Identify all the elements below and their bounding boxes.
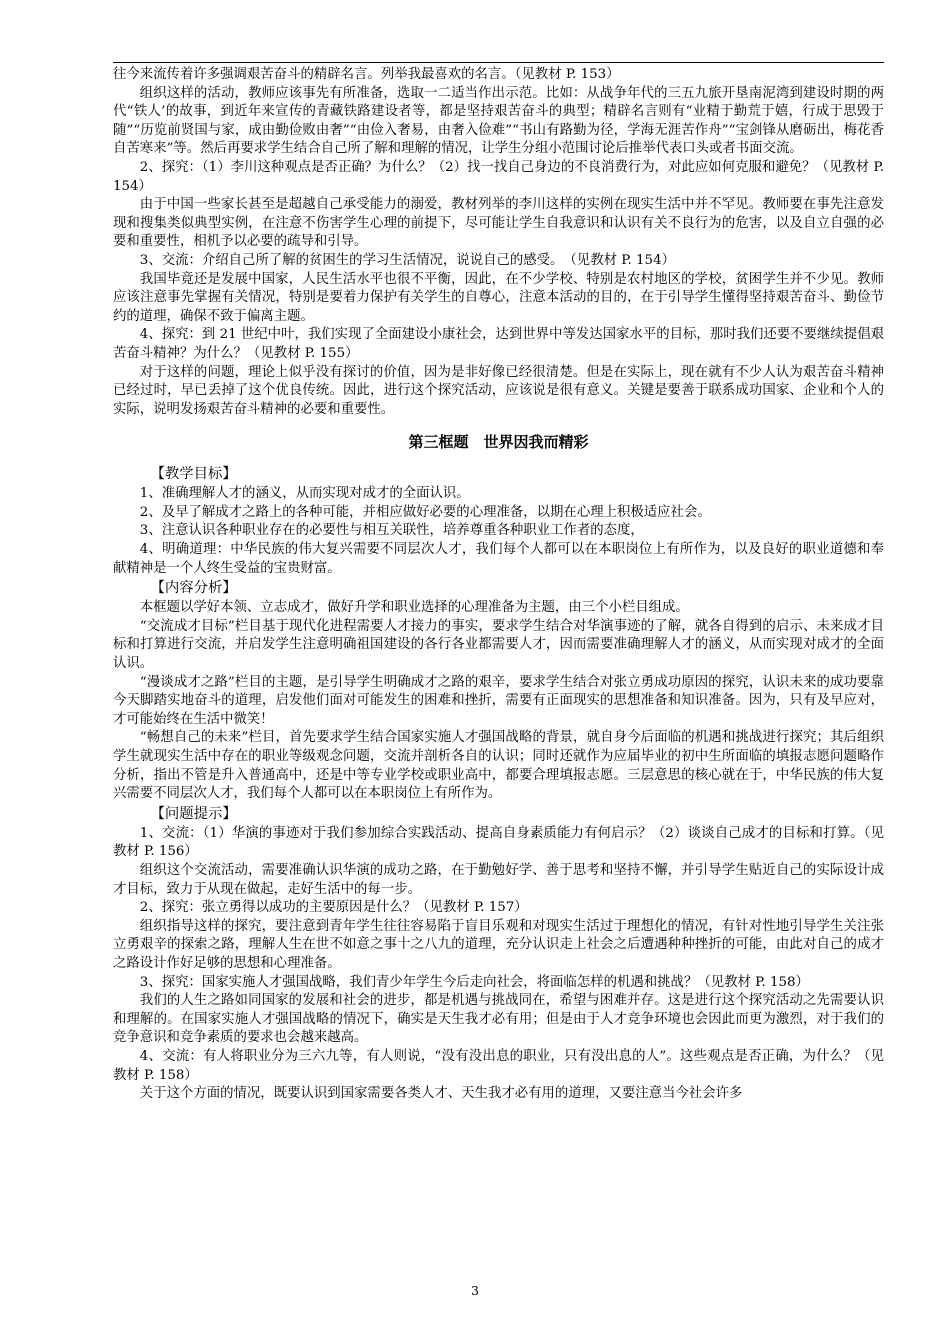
hint-paragraph: 4、交流：有人将职业分为三六九等，有人则说，“没有没出息的职业，只有没出息的人”。这些观点是否正确，为什么？（见教材 P. 158） (113, 1048, 884, 1083)
paragraph: 3、交流：介绍自己所了解的贫困生的学习生活情况，说说自己的感受。 （见教材 P. 154） (139, 252, 675, 268)
section-title: 第三框题 世界因我而精彩 (408, 433, 589, 452)
analysis-paragraph: “漫谈成才之路”栏目的主题，是引导学生明确成才之路的艰辛，要求学生结合对张立勇成功原因的探究，认识未来的成功要靠今天脚踏实地奋斗的道理，启发他们面对可能发生的困难和挫折，需要有正面现实的思想准备和知识准备。因为，只有及早应对，才可能始终在生活中微笑！ (113, 674, 884, 727)
paragraph: 我国毕竟还是发展中国家，人民生活水平也很不平衡，因此，在不少学校、特别是农村地区的学校，贫困学生并不少见。教师应该注意事先掌握有关情况，特别是要着力保护有关学生的自尊心，注意本活动的目的，在于引导学生懂得坚持艰苦奋斗、勤俭节约的道理，确保不致于偏离主题。 (113, 271, 884, 324)
page-number: 3 (471, 1283, 479, 1298)
hint-paragraph: 关于这个方面的情况，既要认识到国家需要各类人才、天生我才必有用的道理，又要注意当今社会许多 (139, 1086, 743, 1102)
hint-paragraph: 1、交流：（1）华演的事迹对于我们参加综合实践活动、提高自身素质能力有何启示？（2）谈谈自己成才的目标和打算。（见教材 P. 156） (113, 825, 884, 860)
analysis-label: 【内容分析】 (150, 580, 237, 597)
analysis-paragraph: “畅想自己的未来”栏目，首先要求学生结合国家实施人才强国战略的背景，就自身今后面临的机遇和挑战进行探究；其后组织学生就现实生活中存在的职业等级观念问题，交流并剖析各自的认识；同时还就作为应届毕业的初中生所面临的填报志愿问题略作分析，指出不管是升入普通高中，还是中等专业学校或职业高中，都要合理填报志愿。三层意思的核心就在于，中华民族的伟大复兴需要不同层次人才，我们每个人都可以在本职岗位上有所作为。 (113, 730, 884, 802)
paragraph: 2、探究：（1）李川这种观点是否正确？为什么？（2）找一找自己身边的不良消费行为，对此应如何克服和避免？（见教材 P. 154） (113, 159, 884, 194)
paragraph: 组织这样的活动，教师应该事先有所准备，选取一二适当作出示范。比如：从战争年代的三五九旅开垦南泥湾到建设时期的两代“铁人’的故事，到近年来宣传的青藏铁路建设者等，都是坚持艰苦奋斗的典型；精辟名言则有“业精于勤荒于嬉，行成于思毁于随”“历览前贤国与家，成由勤俭败由奢”“由俭入奢易，由奢入俭难”“书山有路勤为径，学海无涯苦作舟”“宝剑锋从磨砺出，梅花香自苦寒来”等。然后再要求学生结合自己所了解和理解的情况，让学生分组小范围讨论后推举代表口头或者书面交流。 (113, 85, 884, 157)
paragraph: 往今来流传着许多强调艰苦奋斗的精辟名言。列举我最喜欢的名言。（见教材 P. 153） (113, 67, 620, 82)
header-rule (113, 62, 884, 63)
goals-label: 【教学目标】 (150, 466, 237, 483)
analysis-paragraph: 本框题以学好本领、立志成才，做好升学和职业选择的心理准备为主题，由三个小栏目组成。 (139, 600, 689, 616)
hint-paragraph: 3、探究：国家实施人才强国战略，我们青少年学生今后走向社会，将面临怎样的机遇和挑战？（见教材 P. 158） (139, 974, 809, 990)
hint-paragraph: 组织这个交流活动，需要准确认识华演的成功之路，在于勤勉好学、善于思考和坚持不懈，并引导学生贴近自己的实际设计成才目标，致力于从现在做起，走好生活中的每一步。 (113, 862, 884, 897)
paragraph: 对于这样的问题，理论上似乎没有探讨的价值，因为是非好像已经很清楚。但是在实际上，现在就有不少人认为艰苦奋斗精神已经过时，早已丢掉了这个优良传统。因此，进行这个探究活动，应该说是很有意义。关键是要善于联系成功国家、企业和个人的实际，说明发扬艰苦奋斗精神的必要和重要性。 (113, 364, 884, 417)
paragraph: 由于中国一些家长甚至是超越自己承受能力的溺爱，教材列举的李川这样的实例在现实生活中并不罕见。教师要在事先注意发现和搜集类似典型实例，在注意不伤害学生心理的前提下，尽可能让学生自我意识和认识有关不良行为的危害，以及自立自强的必要和重要性，相机予以必要的疏导和引导。 (113, 197, 884, 250)
goal-item: 3、注意认识各种职业存在的必要性与相互关联性，培养尊重各种职业工作者的态度， (139, 523, 644, 539)
goal-item: 4、明确道理：中华民族的伟大复兴需要不同层次人才，我们每个人都可以在本职岗位上有所作为，以及良好的职业道德和奉献精神是一个人终生受益的宝贵财富。 (113, 542, 884, 576)
hint-paragraph: 组织指导这样的探究，要注意到青年学生往往容易陷于盲目乐观和对现实生活过于理想化的情况，有针对性地引导学生关注张立勇艰辛的探索之路，理解人生在世不如意之事十之八九的道理，充分认识走上社会之后遭遇种种挫折的可能，由此对自己的成才之路设计作好足够的思想和心理准备。 (113, 918, 884, 971)
analysis-paragraph: “交流成才目标”栏目基于现代化进程需要人才接力的事实，要求学生结合对华演事迹的了解，就各自得到的启示、未来成才目标和打算进行交流，并启发学生注意明确祖国建设的各行各业都需要人才，因而需要准确理解人才的涵义，从而实现对成才的全面认识。 (113, 618, 884, 672)
hint-paragraph: 我们的人生之路如同国家的发展和社会的进步，都是机遇与挑战同在，希望与困难并存。这是进行这个探究活动之先需要认识和理解的。在国家实施人才强国战略的情况下，确实是天生我才必有用；但是由于人才竞争环境也会因此而更为激烈，对于我们的竞争意识和竞争素质的要求也会越来越高。 (113, 993, 884, 1046)
goal-item: 2、及早了解成才之路上的各种可能，并相应做好必要的心理准备，以期在心理上积极适应社会。 (139, 504, 711, 520)
goal-item: 1、准确理解人才的涵义，从而实现对成才的全面认识。 (139, 486, 470, 502)
page-body (113, 66, 884, 1104)
paragraph: 4、探究：到 21 世纪中叶，我们实现了全面建设小康社会，达到世界中等发达国家水平的目标，那时我们还要不要继续提倡艰苦奋斗精神？为什么？（见教材 P. 155） (113, 327, 884, 361)
hint-paragraph: 2、探究：张立勇得以成功的主要原因是什么？（见教材 P. 157） (139, 900, 528, 916)
hints-label: 【问题提示】 (150, 805, 237, 822)
